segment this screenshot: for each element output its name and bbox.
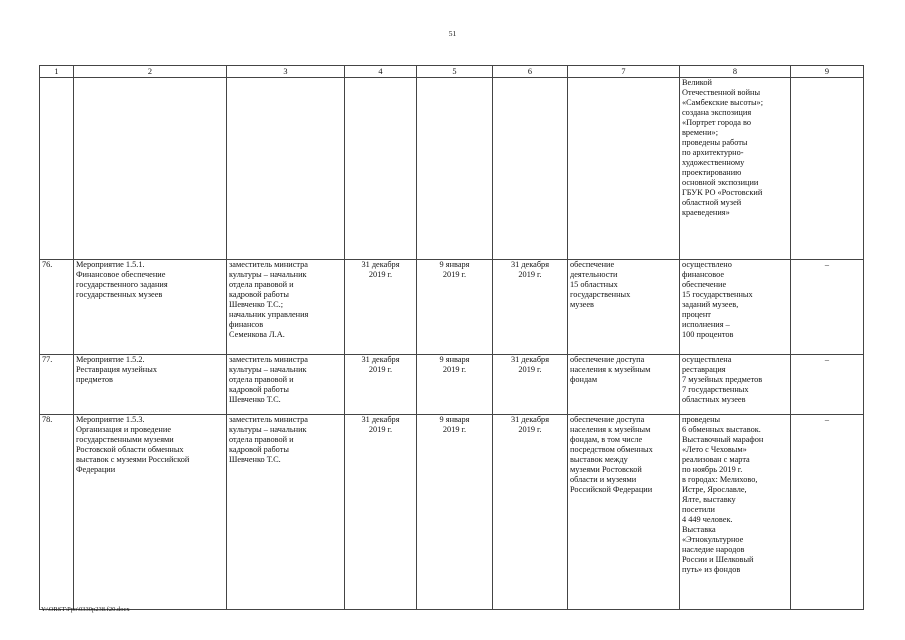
note-cell: – [791,415,864,610]
continuation-row [40,78,864,260]
header-cell-8: 8 [680,66,791,78]
planned-end-cell: 31 декабря 2019 г. [345,260,417,355]
planned-result-cell: обеспечение доступа населения к музейным фондам, в том числе посредством обменных выставок между музеями Ростовской области и музеями Российской Федерации [568,415,680,610]
table-row [40,355,864,415]
planned-result-cell: обеспечение доступа населения к музейным фондам [568,355,680,415]
row-number: 77. [40,355,74,415]
table-row [40,260,864,355]
header-cell-1: 1 [40,66,74,78]
header-cell-6: 6 [493,66,568,78]
header-cell-7: 7 [568,66,680,78]
actual-result-cell: проведены 6 обменных выставок. Выставочный марафон «Лето с Чеховым» реализован с марта по ноябрь 2019 г. в городах: Мелихово, Истре, Ярославле, Ялте, выставку посетили 4 449 человек. Выставка «Этнокультурное наследие народов России и Шелковый путь» из фондов [680,415,791,610]
note-cell: – [791,260,864,355]
actual-result-cell: осуществлена реставрация 7 музейных предметов 7 государственных областных музеев [680,355,791,415]
actual-end-cell: 31 декабря 2019 г. [493,260,568,355]
header-row [40,66,864,78]
continuation-result-cell: Великой Отечественной войны «Самбекские высоты»; создана экспозиция «Портрет города во времени»; проведены работы по архитектурно- художественному проектированию основной экспозиции ГБУК РО «Ростовский областной музей краеведения» [680,78,791,260]
file-path-footer: Y:\ORST\Ppo\0330p238.f20.docx [41,606,130,613]
header-cell-2: 2 [74,66,227,78]
event-cell: Мероприятие 1.5.2. Реставрация музейных предметов [74,355,227,415]
responsible-cell: заместитель министра культуры – начальник отдела правовой и кадровой работы Шевченко Т.С. [227,355,345,415]
planned-result-cell: обеспечение деятельности 15 областных государственных музеев [568,260,680,355]
report-table [39,65,864,610]
event-cell: Мероприятие 1.5.1. Финансовое обеспечение государственного задания государственных музеев [74,260,227,355]
responsible-cell: заместитель министра культуры – начальник отдела правовой и кадровой работы Шевченко Т.С.; начальник управления финансов Семенкова Л.А. [227,260,345,355]
planned-end-cell: 31 декабря 2019 г. [345,415,417,610]
event-cell: Мероприятие 1.5.3. Организация и проведение государственными музеями Ростовской области обменных выставок с музеями Российской Федерации [74,415,227,610]
note-cell: – [791,355,864,415]
header-cell-5: 5 [417,66,493,78]
actual-start-cell: 9 января 2019 г. [417,415,493,610]
actual-end-cell: 31 декабря 2019 г. [493,355,568,415]
actual-end-cell: 31 декабря 2019 г. [493,415,568,610]
header-cell-4: 4 [345,66,417,78]
header-cell-9: 9 [791,66,864,78]
header-cell-3: 3 [227,66,345,78]
table-row [40,415,864,610]
planned-end-cell: 31 декабря 2019 г. [345,355,417,415]
actual-start-cell: 9 января 2019 г. [417,260,493,355]
actual-result-cell: осуществлено финансовое обеспечение 15 государственных заданий музеев, процент исполнения – 100 процентов [680,260,791,355]
page-number: 51 [448,29,457,38]
actual-start-cell: 9 января 2019 г. [417,355,493,415]
row-number: 78. [40,415,74,610]
row-number: 76. [40,260,74,355]
responsible-cell: заместитель министра культуры – начальник отдела правовой и кадровой работы Шевченко Т.С. [227,415,345,610]
